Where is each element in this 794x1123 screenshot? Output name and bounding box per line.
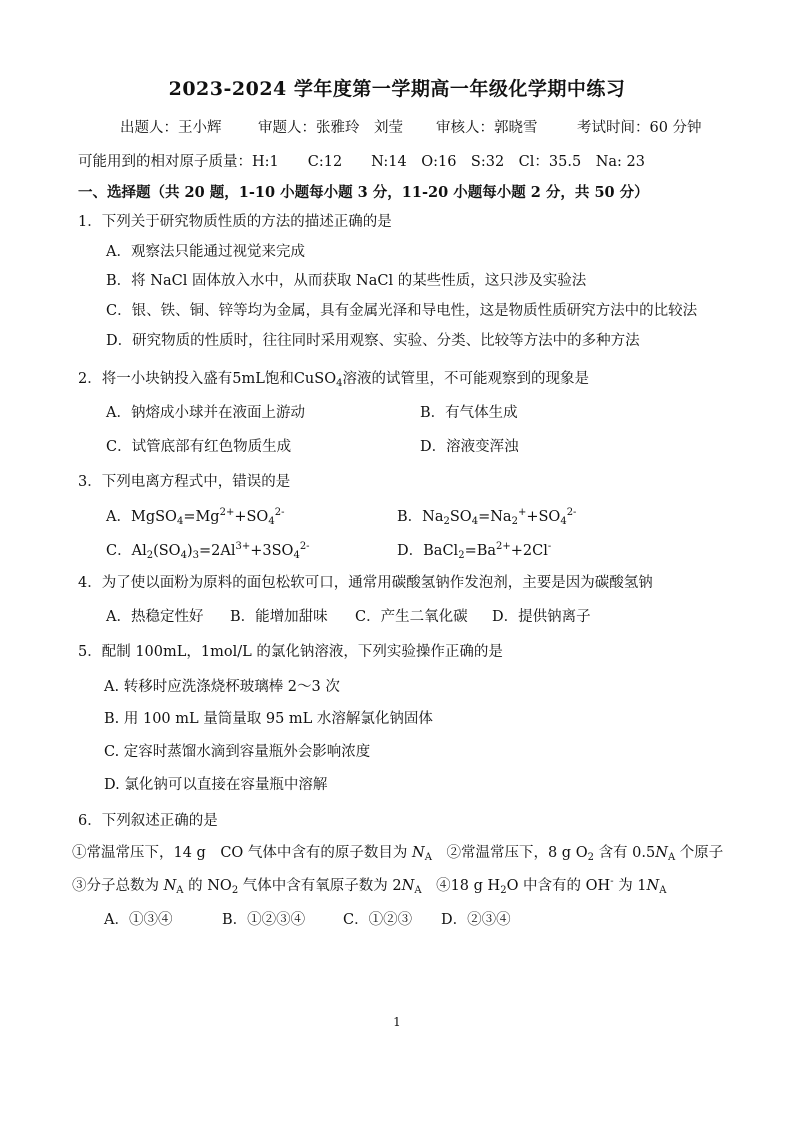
q2-stem-pre: 2．将一小块钠投入盛有5mL饱和CuSO — [78, 371, 337, 387]
question-4-option-d: D．提供钠离子 — [492, 609, 591, 625]
question-1-option-c: C．银、铁、铜、锌等均为金属，具有金属光泽和导电性，这是物质性质研究方法中的比较法 — [106, 303, 698, 319]
question-4-option-c: C．产生二氧化碳 — [355, 609, 468, 625]
question-3-option-a — [106, 505, 284, 527]
question-3-option-b — [397, 505, 576, 527]
page-number: 1 — [393, 1015, 401, 1029]
q2-stem-sub: 4 — [336, 378, 343, 389]
question-6-statement-1-2: ①常温常压下，14 g CO 气体中含有的原子数目为 $N_A$ ②常温常压下，8 g $O_2$ 含有 $0.5N_A$ 个原子 — [72, 845, 724, 863]
question-5-option-c: C. 定容时蒸馏水滴到容量瓶外会影响浓度 — [104, 744, 371, 760]
setter-info: 出题人：王小辉 — [120, 120, 222, 136]
checker-info: 审核人：郭晓雪 — [436, 120, 538, 136]
question-6-option-c: C．①②③ — [343, 912, 413, 928]
exam-time: 考试时间：60 分钟 — [577, 120, 702, 136]
question-6-option-a: A．①③④ — [104, 912, 173, 928]
question-3-stem: 3．下列电离方程式中，错误的是 — [78, 474, 291, 490]
question-2-stem — [78, 367, 589, 389]
question-5-option-b: B. 用 100 mL 量筒量取 95 mL 水溶解氯化钠固体 — [104, 711, 433, 727]
question-4-stem: 4．为了使以面粉为原料的面包松软可口，通常用碳酸氢钠作发泡剂，主要是因为碳酸氢钠 — [78, 575, 653, 591]
q3-b-eq: $Na_2SO_4=Na_2^++SO_4^{2-}$ — [422, 507, 577, 527]
q3-d-eq: $BaCl_2=Ba^{2+}+2Cl^-$ — [423, 541, 552, 561]
question-3-option-c — [106, 539, 310, 561]
q3-c-label: C． — [106, 543, 132, 559]
question-6-option-b: B．①②③④ — [222, 912, 306, 928]
question-4-option-a: A．热稳定性好 — [106, 609, 204, 625]
question-4-option-b: B．能增加甜味 — [230, 609, 328, 625]
question-3-option-d — [397, 539, 551, 561]
q3-c-eq: $Al_2(SO_4)_3=2Al^{3+}+3SO_4^{2-}$ — [131, 541, 310, 561]
question-6-stem: 6．下列叙述正确的是 — [78, 813, 218, 829]
q2-stem-post: 溶液的试管里，不可能观察到的现象是 — [342, 371, 589, 387]
question-1-option-b: B．将 NaCl 固体放入水中，从而获取 NaCl 的某些性质，这只涉及实验法 — [106, 273, 587, 289]
q3-a-label: A． — [106, 509, 131, 525]
question-2-option-b: B．有气体生成 — [420, 405, 518, 421]
question-5-stem: 5．配制 100mL，1mol/L 的氯化钠溶液，下列实验操作正确的是 — [78, 644, 503, 660]
question-5-option-a: A. 转移时应洗涤烧杯玻璃棒 2～3 次 — [104, 679, 340, 695]
reviewer-info: 审题人：张雅玲 刘莹 — [258, 120, 403, 136]
question-2-option-d: D．溶液变浑浊 — [420, 439, 519, 455]
question-2-option-c: C．试管底部有红色物质生成 — [106, 439, 292, 455]
question-6-statement-3-4: ③分子总数为 $N_A$ 的 $NO_2$ 气体中含有氧原子数为 $2N_A$ ④18 g $H_2O$ 中含有的 OH- 为 $1N_A$ — [72, 876, 667, 896]
q3-d-label: D． — [397, 543, 424, 559]
question-2-option-a: A．钠熔成小球并在液面上游动 — [106, 405, 305, 421]
question-1-option-a: A．观察法只能通过视觉来完成 — [106, 244, 305, 260]
section-heading: 一、选择题（共 20 题，1-10 小题每小题 3 分，11-20 小题每小题 2 分，共 50 分） — [78, 184, 649, 201]
question-6-option-d: D．②③④ — [441, 912, 511, 928]
question-1-option-d: D．研究物质的性质时，往往同时采用观察、实验、分类、比较等方法中的多种方法 — [106, 333, 640, 349]
q3-b-label: B． — [397, 509, 423, 525]
atomic-masses: 可能用到的相对原子质量：H:1 C:12 N:14 O:16 S:32 Cl：35.5 Na: 23 — [78, 154, 645, 170]
q3-a-eq: $MgSO_4=Mg^{2+}+SO_4^{2-}$ — [130, 507, 285, 527]
question-1-stem: 1．下列关于研究物质性质的方法的描述正确的是 — [78, 214, 392, 230]
question-5-option-d: D. 氯化钠可以直接在容量瓶中溶解 — [104, 777, 328, 793]
exam-title: 2023-2024 学年度第一学期高一年级化学期中练习 — [168, 78, 626, 100]
